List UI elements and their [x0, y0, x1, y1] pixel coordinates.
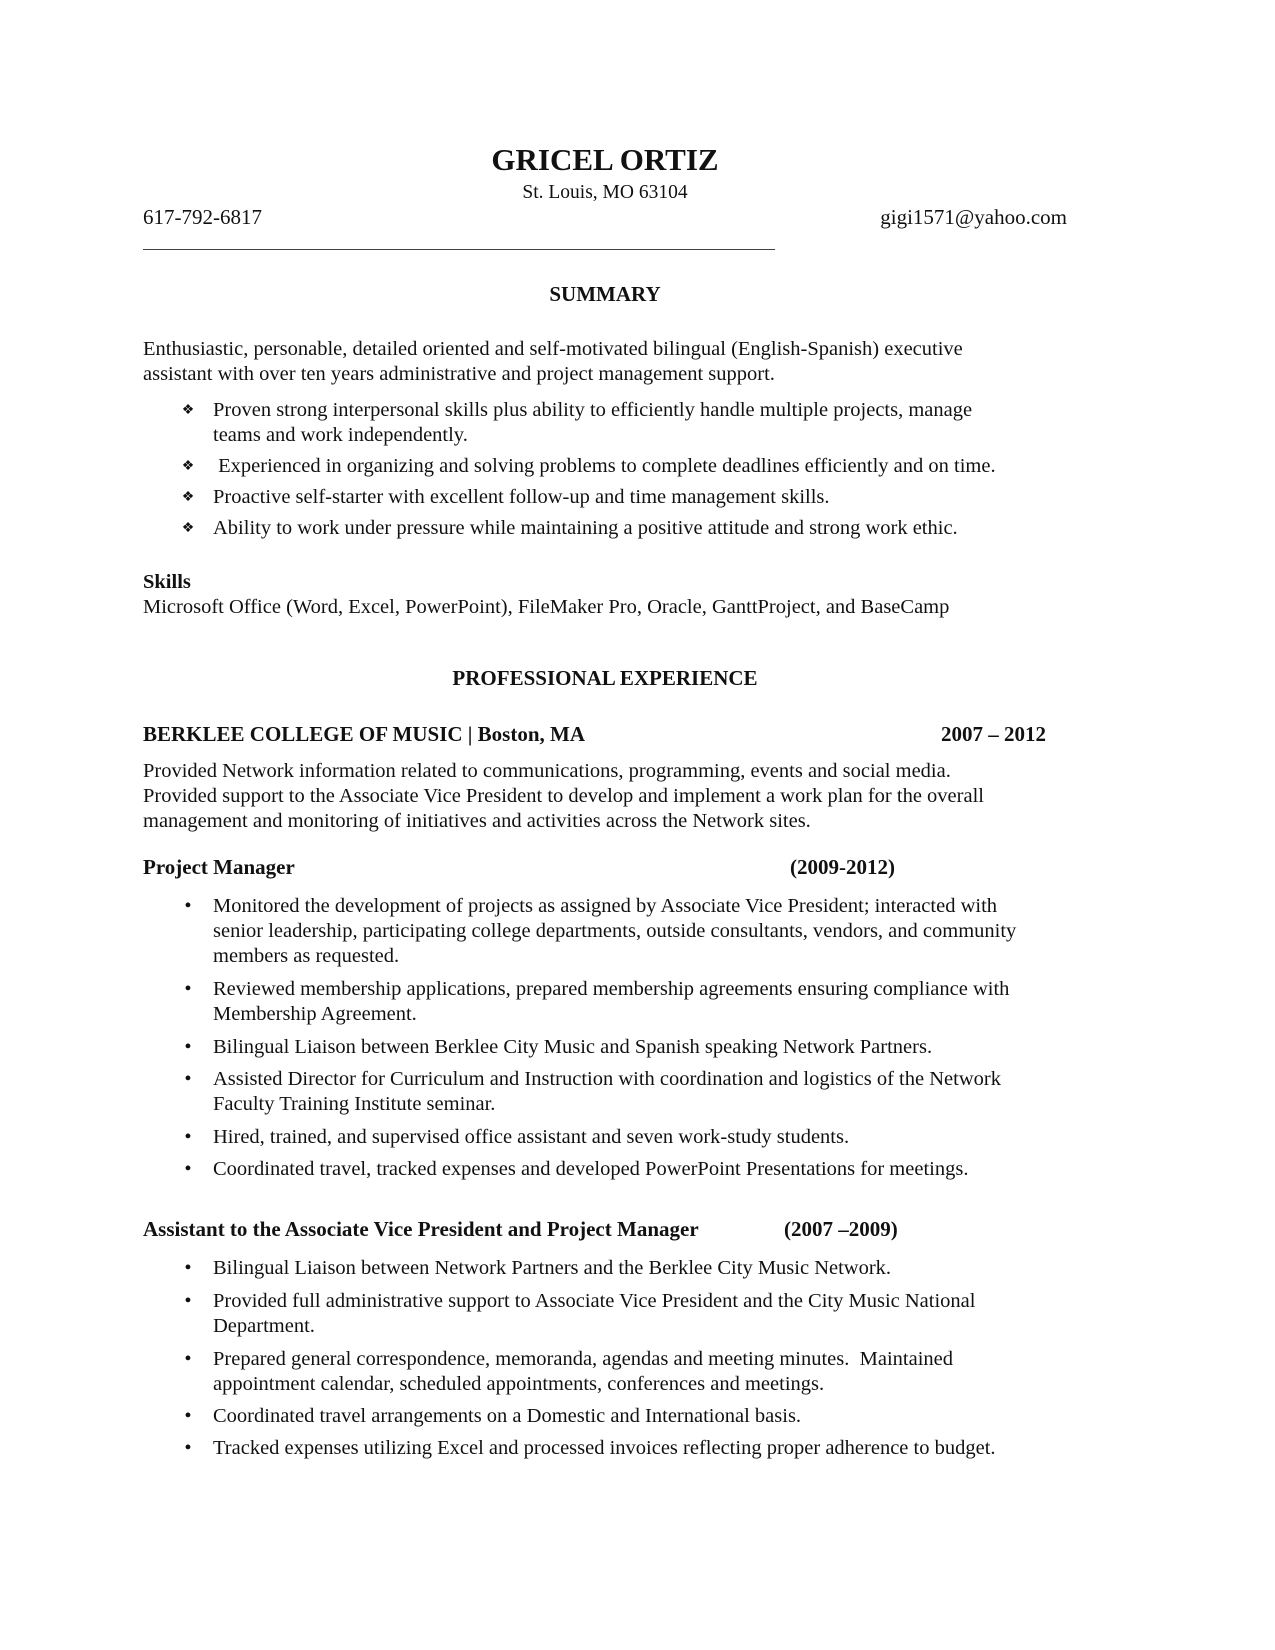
bullet-icon: •: [184, 1405, 192, 1427]
list-item: Hired, trained, and supervised office assistant and seven work-study students.: [213, 1126, 850, 1148]
skills-heading: Skills: [143, 571, 191, 593]
experience-heading: PROFESSIONAL EXPERIENCE: [452, 666, 758, 690]
divider-rule: _______________________________________________________________________________: [143, 235, 775, 252]
candidate-name: GRICEL ORTIZ: [491, 142, 719, 177]
address: St. Louis, MO 63104: [522, 182, 688, 203]
list-item: Coordinated travel, tracked expenses and developed PowerPoint Presentations for meetings.: [213, 1158, 969, 1180]
list-item: Proactive self-starter with excellent follow-up and time management skills.: [213, 486, 830, 508]
list-item: Bilingual Liaison between Berklee City Music and Spanish speaking Network Partners.: [213, 1036, 933, 1058]
diamond-bullet-icon: ❖: [181, 521, 195, 536]
employer-dates: 2007 – 2012: [941, 722, 1046, 746]
role-title: Assistant to the Associate Vice President and Project Manager: [143, 1217, 699, 1241]
text-line: assistant with over ten years administrative and project management support.: [143, 363, 775, 385]
bullet-icon: •: [184, 1348, 192, 1370]
list-item: Monitored the development of projects as assigned by Associate Vice President; interacted with senior leadership, participating college departments, outside consultants, vendors, and community members as requested.: [213, 895, 1017, 967]
list-item: Prepared general correspondence, memoranda, agendas and meeting minutes. Maintained appointment calendar, scheduled appointments, conferences and meetings.: [213, 1348, 953, 1395]
diamond-bullet-icon: ❖: [181, 403, 195, 418]
diamond-bullet-icon: ❖: [181, 459, 195, 474]
list-item: Reviewed membership applications, prepared membership agreements ensuring compliance with Membership Agreement.: [213, 978, 1010, 1025]
role-title: Project Manager: [143, 855, 295, 879]
list-item: Proven strong interpersonal skills plus ability to efficiently handle multiple projects, manage teams and work independently.: [213, 399, 973, 446]
diamond-bullet-icon: ❖: [181, 490, 195, 505]
phone: 617-792-6817: [143, 205, 262, 229]
list-item: Assisted Director for Curriculum and Instruction with coordination and logistics of the Network Faculty Training Institute seminar.: [213, 1068, 1001, 1115]
summary-heading: SUMMARY: [549, 282, 661, 306]
bullet-icon: •: [184, 978, 192, 1000]
bullet-icon: •: [184, 1158, 192, 1180]
bullet-icon: •: [184, 895, 192, 917]
list-item: Tracked expenses utilizing Excel and processed invoices reflecting proper adherence to budget.: [213, 1437, 996, 1459]
role-dates: (2009-2012): [790, 855, 895, 879]
role-dates: (2007 –2009): [784, 1217, 898, 1241]
list-item: Experienced in organizing and solving problems to complete deadlines efficiently and on time.: [213, 455, 996, 477]
bullet-icon: •: [184, 1068, 192, 1090]
list-item: Provided full administrative support to Associate Vice President and the City Music National Department.: [213, 1290, 976, 1337]
list-item: Ability to work under pressure while maintaining a positive attitude and strong work ethic.: [213, 517, 958, 539]
bullet-icon: •: [184, 1437, 192, 1459]
bullet-icon: •: [184, 1036, 192, 1058]
skills-text: Microsoft Office (Word, Excel, PowerPoint), FileMaker Pro, Oracle, GanttProject, and BaseCamp: [143, 596, 950, 618]
summary-intro: [143, 337, 963, 387]
text-line: Enthusiastic, personable, detailed oriented and self-motivated bilingual (English-Spanish) executive: [143, 338, 963, 360]
bullet-icon: •: [184, 1290, 192, 1312]
employer-description: Provided Network information related to communications, programming, events and social media. Provided support to the Associate Vice President to develop and implement a work plan for the overall management and monitoring of initiatives and activities across the Network sites.: [143, 760, 984, 832]
bullet-icon: •: [184, 1126, 192, 1148]
email-link[interactable]: gigi1571@yahoo.com: [880, 205, 1067, 229]
list-item: Bilingual Liaison between Network Partners and the Berklee City Music Network.: [213, 1257, 892, 1279]
bullet-icon: •: [184, 1257, 192, 1279]
employer-name: BERKLEE COLLEGE OF MUSIC | Boston, MA: [143, 722, 585, 746]
list-item: Coordinated travel arrangements on a Domestic and International basis.: [213, 1405, 802, 1427]
